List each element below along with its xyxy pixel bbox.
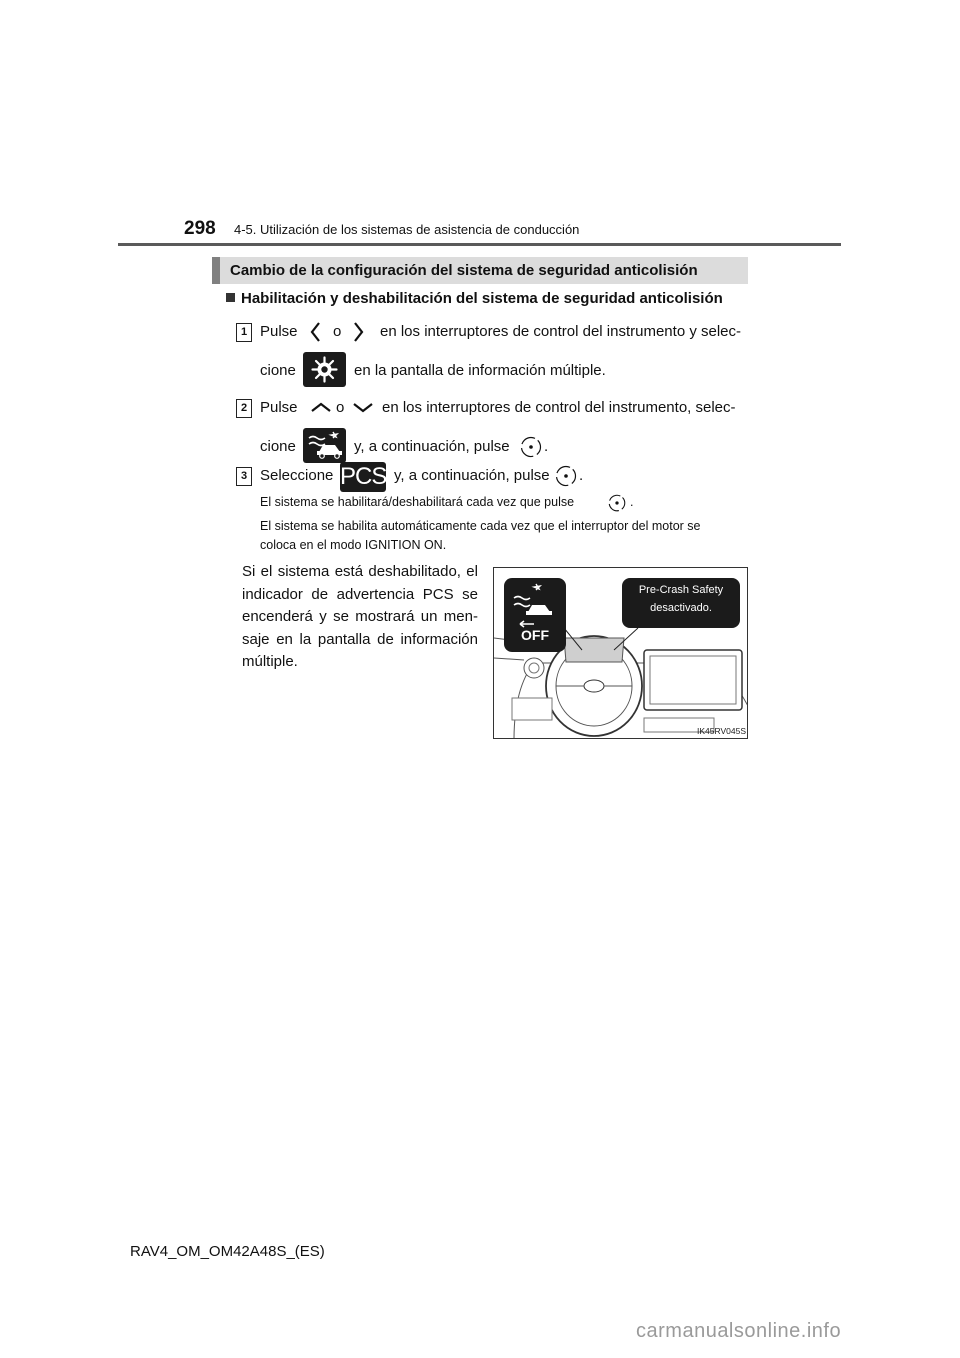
step1-cione: cione	[260, 362, 296, 379]
step2-text2: y, a continuación, pulse	[354, 438, 510, 455]
enter-button-icon	[520, 436, 542, 458]
step1-or: o	[333, 323, 342, 340]
note-2-line-2: coloca en el modo IGNITION ON.	[260, 538, 447, 552]
step2-text: en los interruptores de control del instrumento, selec-	[382, 399, 736, 416]
section-header: 4-5. Utilización de los sistemas de asistencia de conducción	[234, 222, 580, 237]
footer-code: RAV4_OM_OM42A48S_(ES)	[130, 1243, 325, 1260]
chevron-right-icon	[353, 321, 365, 343]
description-paragraph: Si el sistema está deshabilitado, el indicador de advertencia PCS se encenderá y se mostrará un men-saje en la pantalla de información múltiple.	[242, 563, 478, 670]
chevron-down-icon	[352, 402, 374, 414]
pcs-icon	[340, 462, 386, 492]
section-title-bar	[212, 257, 748, 284]
chevron-up-icon	[310, 401, 332, 413]
pcs-off-indicator: OFF	[521, 627, 549, 643]
enter-button-icon	[555, 465, 577, 487]
step1-text: en los interruptores de control del instrumento y selec-	[380, 323, 742, 340]
step1-pulse: Pulse	[260, 323, 298, 340]
note-2-line-1: El sistema se habilita automáticamente cada vez que el interruptor del motor se	[260, 519, 701, 533]
step2-or: o	[336, 399, 345, 416]
step3-text: y, a continuación, pulse	[394, 467, 550, 484]
subheading-text: Habilitación y deshabilitación del sistema de seguridad anticolisión	[241, 290, 723, 307]
note-1: El sistema se habilitará/deshabilitará cada vez que pulse	[260, 495, 575, 509]
step-number-3: 3	[236, 467, 252, 486]
step2-period: .	[544, 438, 549, 455]
chevron-left-icon	[309, 321, 321, 343]
pcs-car-icon	[303, 428, 346, 463]
section-title: Cambio de la configuración del sistema de seguridad anticolisión	[230, 262, 698, 279]
dashboard-illustration	[493, 567, 748, 739]
header-rule	[118, 243, 841, 246]
step-number-1: 1	[236, 323, 252, 342]
display-message-line-1: Pre-Crash Safety	[638, 584, 724, 596]
step2-cione: cione	[260, 438, 296, 455]
step1-text2: en la pantalla de información múltiple.	[354, 362, 606, 379]
note-1-period: .	[630, 495, 634, 509]
pcs-icon-text: PCS	[340, 463, 387, 490]
figure-code: IK45RV045S	[697, 726, 746, 736]
enter-button-icon	[608, 494, 626, 512]
display-message-line-2: desactivado.	[650, 602, 712, 614]
step3-period: .	[579, 467, 584, 484]
page-number: 298	[184, 218, 216, 239]
step2-pulse: Pulse	[260, 399, 298, 416]
bullet-square-icon	[226, 293, 235, 302]
subheading	[226, 290, 723, 307]
step-number-2: 2	[236, 399, 252, 418]
step3-select: Seleccione	[260, 467, 334, 484]
settings-gear-icon	[303, 352, 346, 387]
watermark: carmanualsonline.info	[636, 1320, 842, 1342]
